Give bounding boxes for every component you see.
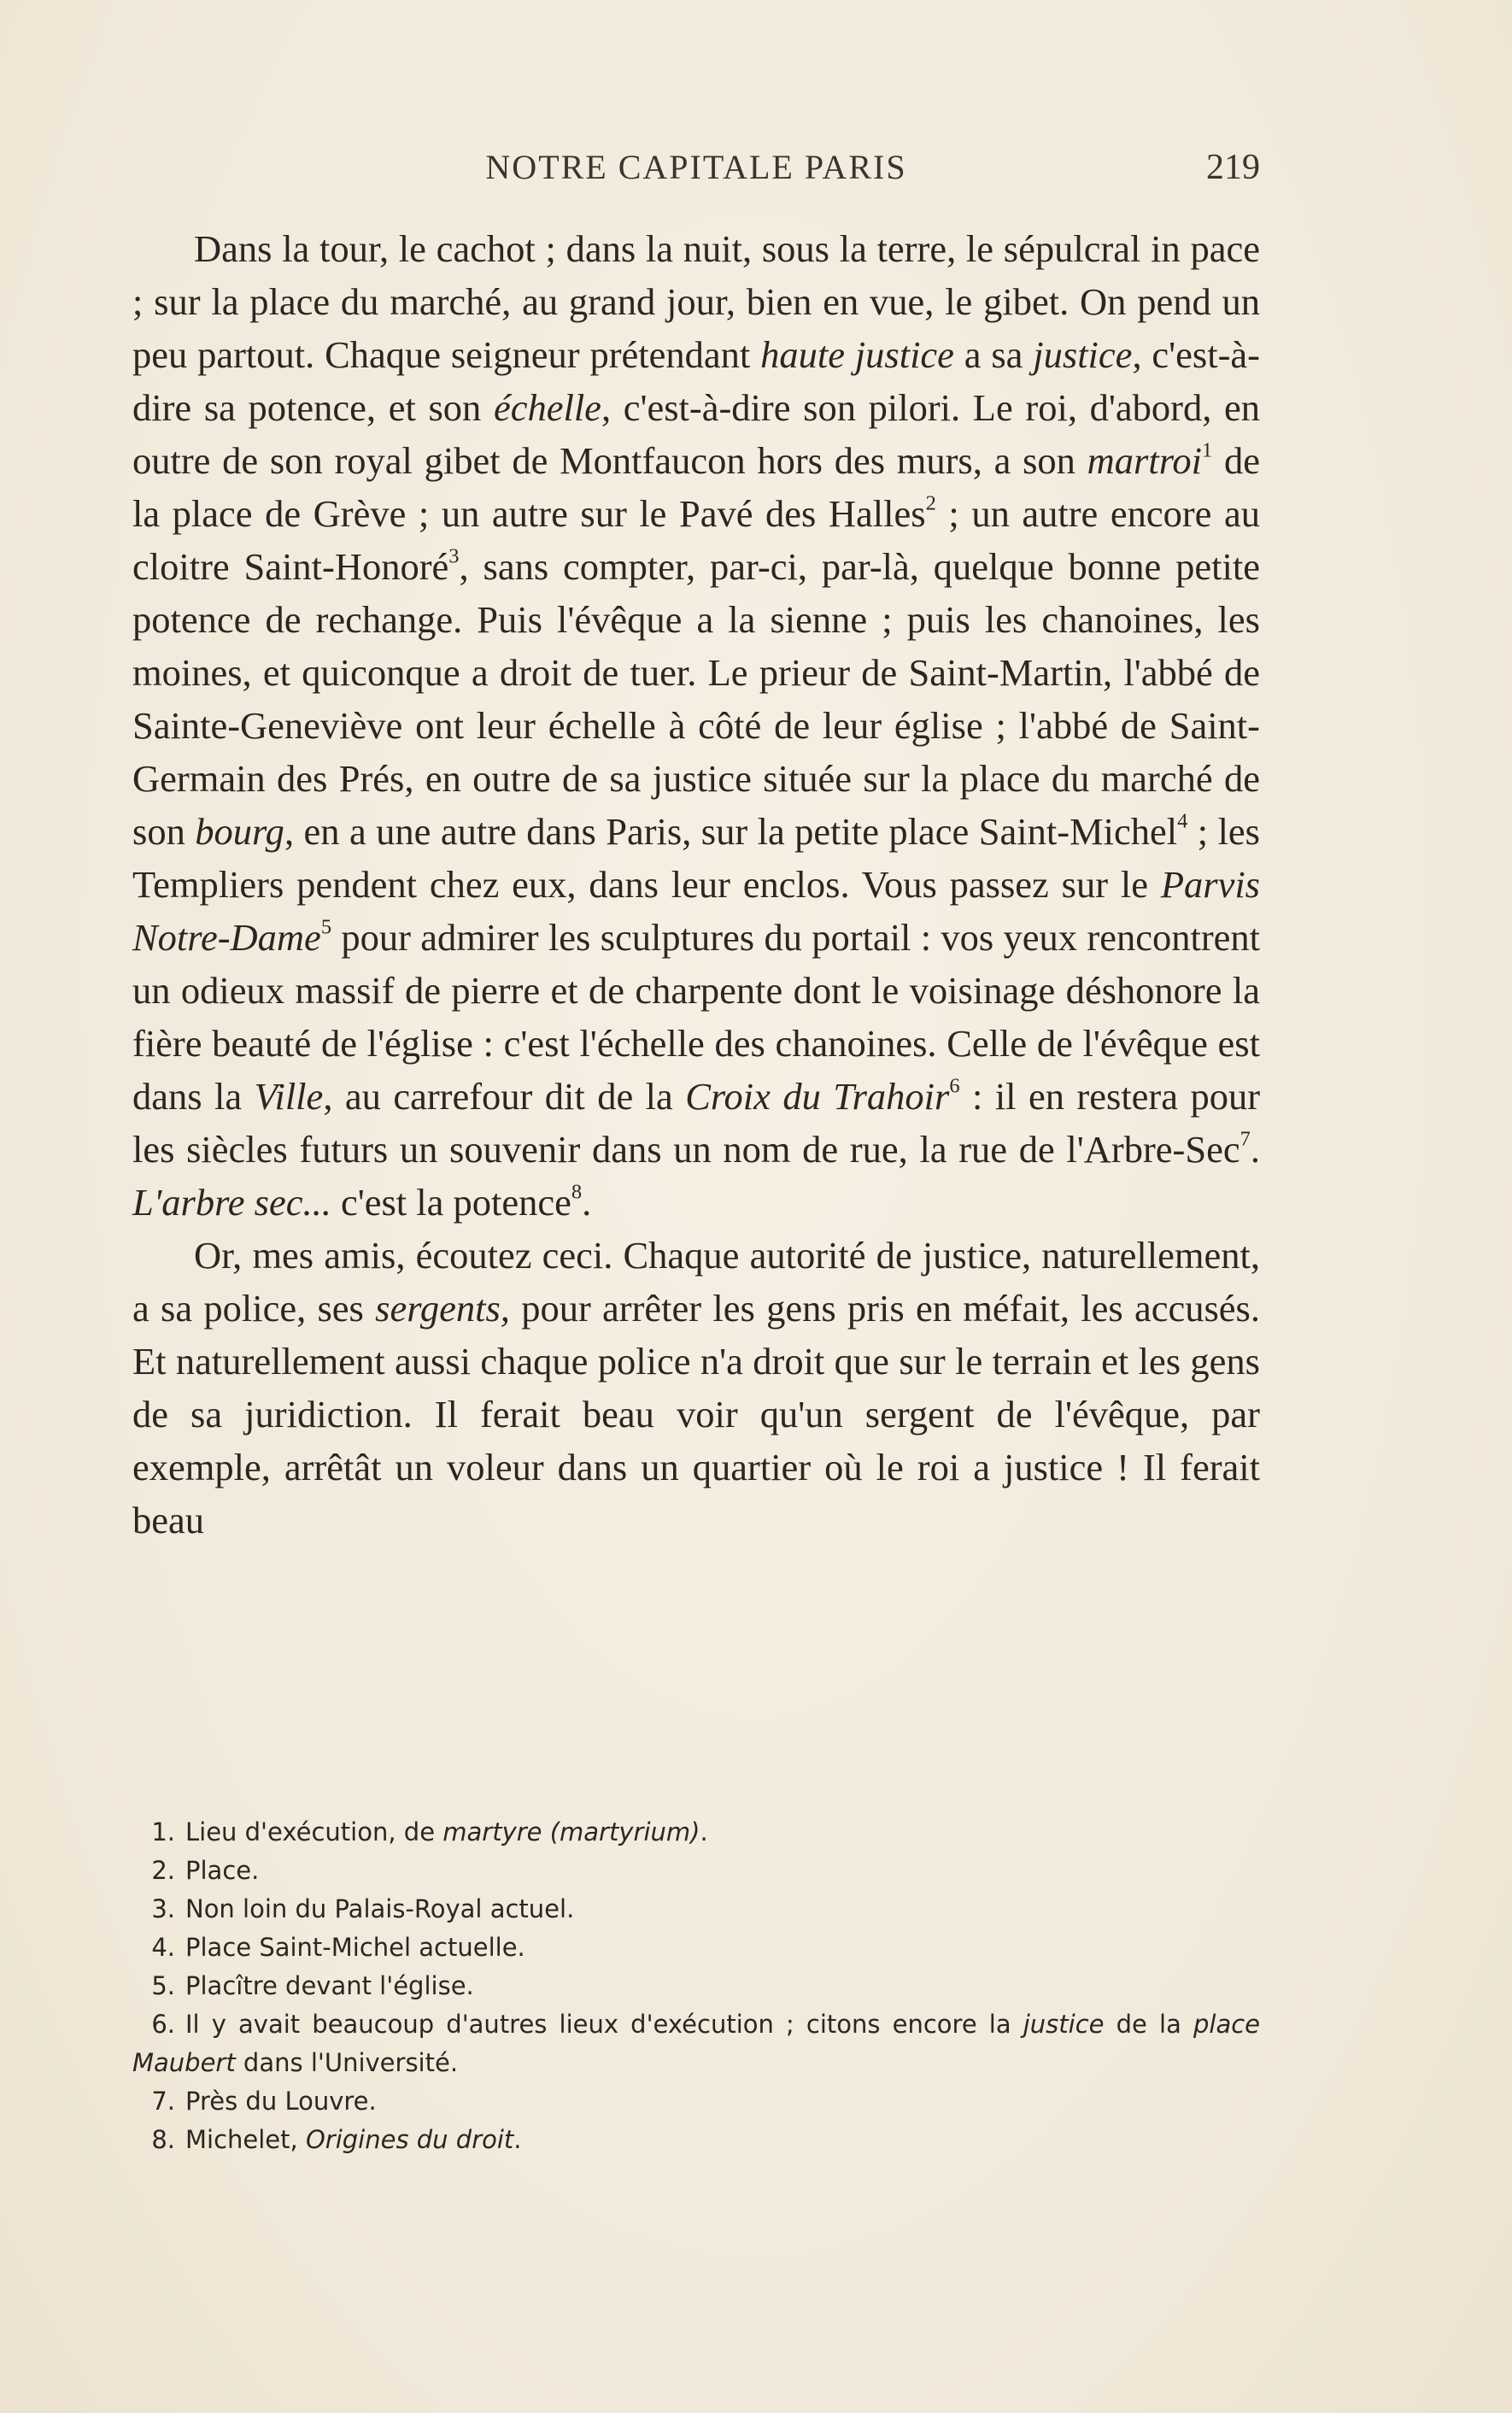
footnote-text: Place. — [185, 1856, 260, 1885]
note-ref-8: 8 — [571, 1180, 583, 1204]
text-run: Dans la tour, le cachot ; dans la nuit, sous la terre, le sépulcral in pace ; sur la place du marché, au grand jour, bien en vue, le gibet. On pend un peu partout. Chaque seigneur prétendant — [132, 227, 1260, 376]
note-ref-7: 7 — [1239, 1127, 1251, 1151]
footnote-number: 8. — [151, 2125, 175, 2154]
note-ref-1: 1 — [1202, 438, 1213, 462]
italic-run: Croix du Trahoir — [685, 1075, 950, 1118]
footnote-text: Près du Louvre. — [185, 2087, 377, 2116]
page-number: 219 — [1206, 148, 1260, 187]
main-text — [132, 222, 1260, 1547]
footnote-5 — [132, 1967, 1260, 2005]
italic-run: Ville — [254, 1075, 324, 1118]
footnote-italic: justice — [1023, 2010, 1105, 2039]
footnote-2 — [132, 1852, 1260, 1890]
footnote-7 — [132, 2082, 1260, 2121]
text-run: a sa — [953, 333, 1034, 376]
running-head — [132, 147, 1260, 190]
text-run: , sans compter, par-ci, par-là, quelque bonne petite potence de rechange. Puis l'évêque a la sienne ; puis les chanoines, les moines, et quiconque a droit de tuer. Le prieur de Saint-Martin, l'abbé de Sainte-Geneviève ont leur échelle à côté de leur église ; l'abbé de Saint-Germain des Prés, en outre de sa justice située sur la place du marché de son — [132, 545, 1260, 853]
text-run: pour arrêter les gens pris en méfait, les accusés. Et naturellement aussi chaque police n'a droit que sur le terrain et les gens de sa juridiction. Il ferait beau voir qu'un sergent de l'évêque, par exemple, arrêtât un voleur dans un quartier où le roi a justice ! Il ferait beau — [132, 1287, 1260, 1541]
footnote-1 — [132, 1813, 1260, 1852]
footnote-number: 5. — [151, 1971, 175, 2000]
footnote-text: de la — [1104, 2010, 1193, 2039]
note-ref-6: 6 — [949, 1074, 960, 1098]
text-run: ; les Templiers pendent chez eux, dans leur enclos. Vous passez sur le — [132, 810, 1261, 906]
note-ref-5: 5 — [320, 915, 332, 939]
italic-run: L'arbre sec... — [132, 1181, 331, 1224]
note-ref-4: 4 — [1177, 809, 1188, 833]
paragraph-1 — [132, 222, 1260, 1229]
footnote-4 — [132, 1929, 1260, 1967]
text-run: Or, mes amis, écoutez ceci. Chaque autorité de justice, naturellement, a sa police, ses — [132, 1234, 1260, 1330]
italic-run: martroi — [1087, 439, 1203, 482]
text-run: de la place de Grève ; un autre sur le Pavé des Halles — [132, 439, 1260, 535]
footnote-3 — [132, 1890, 1260, 1929]
footnote-number: 6. — [151, 2010, 175, 2039]
footnote-text: Il y avait beaucoup d'autres lieux d'exécution ; citons encore la — [185, 2010, 1023, 2039]
footnote-text: Michelet, — [185, 2125, 306, 2154]
footnote-number: 1. — [151, 1817, 175, 1846]
footnote-italic: Origines du droit — [305, 2125, 514, 2154]
text-run: , au carrefour dit de la — [323, 1075, 686, 1118]
footnote-text: Placître devant l'église. — [185, 1971, 474, 2000]
text-run: . — [1250, 1128, 1260, 1171]
text-run: ; un autre encore au cloitre Saint-Honoré — [132, 492, 1260, 588]
footnote-6 — [132, 2005, 1260, 2082]
note-ref-2: 2 — [925, 491, 936, 515]
footnote-number: 3. — [151, 1894, 175, 1923]
italic-run: haute justice — [760, 333, 954, 376]
footnote-text: . — [513, 2125, 522, 2154]
footnote-number: 7. — [151, 2087, 175, 2116]
footnote-text: Place Saint-Michel actuelle. — [185, 1933, 525, 1962]
footnote-number: 2. — [151, 1856, 175, 1885]
footnote-number: 4. — [151, 1933, 175, 1962]
text-run: , en a une autre dans Paris, sur la petite place Saint-Michel — [284, 810, 1178, 853]
italic-run: sergents, — [375, 1287, 510, 1330]
footnote-8 — [132, 2121, 1260, 2159]
footnote-text: . — [700, 1817, 708, 1846]
italic-run: échelle — [493, 386, 601, 429]
italic-run: bourg — [195, 810, 284, 853]
note-ref-3: 3 — [448, 544, 460, 568]
text-run: : il en restera pour les siècles futurs un souvenir dans un nom de rue, la rue de l'Arbre-Sec — [132, 1075, 1261, 1171]
italic-run: justice — [1033, 333, 1133, 376]
footnote-text: dans l'Université. — [235, 2048, 459, 2077]
text-run: pour admirer les sculptures du portail : vos yeux rencontrent un odieux massif de pierre et de charpente dont le voisinage déshonore la fière beauté de l'église : c'est l'échelle des chanoines. Celle de l'évêque est dans la — [132, 916, 1260, 1118]
footnote-text: Non loin du Palais-Royal actuel. — [185, 1894, 575, 1923]
text-run: , c'est-à-dire son pilori. Le roi, d'abord, en outre de son royal gibet de Montfaucon hors des murs, a son — [132, 386, 1260, 482]
footnote-italic: place Maubert — [132, 2010, 1261, 2077]
footnote-italic: martyre (martyrium) — [442, 1817, 700, 1846]
italic-run: Parvis Notre-Dame — [132, 863, 1260, 959]
paragraph-2 — [132, 1229, 1260, 1547]
footnote-text: Lieu d'exécution, de — [185, 1817, 443, 1846]
footnotes — [132, 1813, 1260, 2159]
text-run: , c'est-à-dire sa potence, et son — [132, 333, 1260, 429]
text-run: c'est la potence — [331, 1181, 571, 1224]
running-title: NOTRE CAPITALE PARIS — [485, 148, 907, 186]
text-run: . — [582, 1181, 592, 1224]
